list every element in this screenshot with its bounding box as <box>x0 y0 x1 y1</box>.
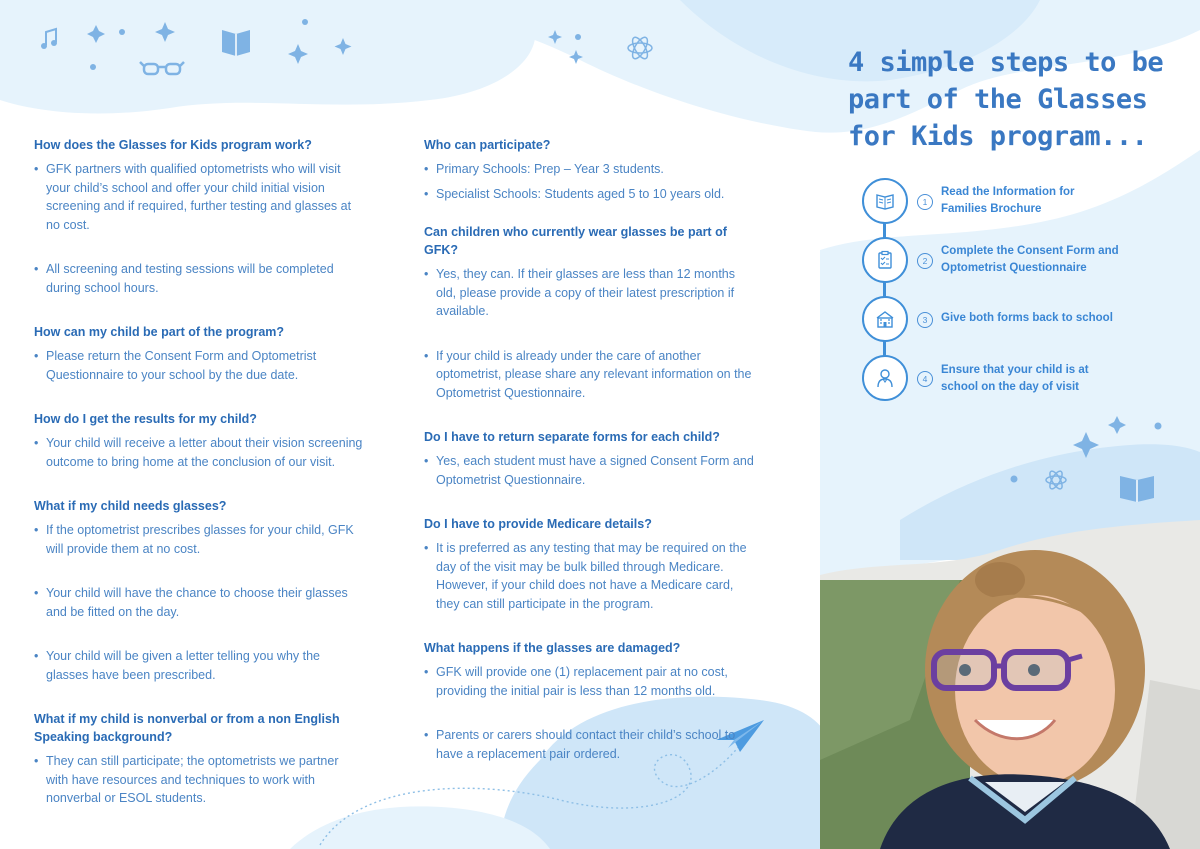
step-number: 2 <box>917 253 933 269</box>
faq-question: How do I get the results for my child? <box>34 412 257 426</box>
faq-answer: • Your child will receive a letter about their vision screening outcome to bring home at the conclusion of our visit. <box>34 434 364 471</box>
faq-question: Do I have to return separate forms for each child? <box>424 430 720 444</box>
faq-answer: • If your child is already under the care of another optometrist, please share any relevant information on the Optometrist Questionnaire. <box>424 347 754 403</box>
faq-question: How does the Glasses for Kids program work? <box>34 138 312 152</box>
faq-answer: • Specialist Schools: Students aged 5 to 10 years old. <box>424 185 754 204</box>
faq-section <box>34 136 364 297</box>
step-number: 4 <box>917 371 933 387</box>
step-text: Read the Information for Families Brochure <box>941 186 1075 215</box>
faq-answer: • It is preferred as any testing that may be required on the day of the visit may be bulk billed through Medicare. However, if your child does not have a Medicare card, they can still participate in the program. <box>424 539 754 613</box>
step-number: 3 <box>917 312 933 328</box>
step-text: Ensure that your child is at school on the day of visit <box>941 364 1089 393</box>
faq-question: Do I have to provide Medicare details? <box>424 517 652 531</box>
school-building-icon <box>862 296 908 342</box>
faq-answer: • Please return the Consent Form and Optometrist Questionnaire to your school by the due date. <box>34 347 364 384</box>
faq-answer: • GFK partners with qualified optometrists who will visit your child’s school and offer your child initial vision screening and if required, further testing and glasses at no cost. <box>34 160 364 234</box>
step-text: Complete the Consent Form and Optometrist Questionnaire <box>941 245 1119 274</box>
faq-section <box>424 223 754 402</box>
steps-title: 4 simple steps to be part of the Glasses for Kids program... <box>848 47 1164 152</box>
faq-section <box>424 515 754 613</box>
child-with-glasses-photo <box>820 520 1200 849</box>
faq-section <box>34 710 364 808</box>
faq-section <box>424 428 754 489</box>
faq-question: Can children who currently wear glasses be part of GFK? <box>424 225 727 257</box>
faq-section <box>34 497 364 684</box>
faq-answer: • Parents or carers should contact their child’s school to have a replacement pair ordered. <box>424 726 754 763</box>
faq-section <box>424 136 754 203</box>
faq-answer: • Yes, each student must have a signed Consent Form and Optometrist Questionnaire. <box>424 452 754 489</box>
faq-question: How can my child be part of the program? <box>34 325 285 339</box>
faq-question: What happens if the glasses are damaged? <box>424 641 681 655</box>
faq-section <box>424 639 754 763</box>
faq-question: Who can participate? <box>424 138 551 152</box>
brochure-book-icon <box>862 178 908 224</box>
faq-section <box>34 410 364 471</box>
child-student-icon <box>862 355 908 401</box>
faq-answer: • All screening and testing sessions will be completed during school hours. <box>34 260 364 297</box>
step-number: 1 <box>917 194 933 210</box>
faq-answer: • Yes, they can. If their glasses are less than 12 months old, please provide a copy of their latest prescription if available. <box>424 265 754 321</box>
middle-faq-column <box>424 136 754 763</box>
faq-question: What if my child is nonverbal or from a non English Speaking background? <box>34 712 340 744</box>
clipboard-form-icon <box>862 237 908 283</box>
steps-connector-line <box>883 200 886 378</box>
step-text: Give both forms back to school <box>941 312 1113 324</box>
faq-section <box>34 323 364 384</box>
left-faq-column <box>34 136 364 808</box>
faq-answer: • GFK will provide one (1) replacement pair at no cost, providing the initial pair is less than 12 months old. <box>424 663 754 700</box>
faq-answer: • Primary Schools: Prep – Year 3 students. <box>424 160 754 179</box>
faq-answer: • Your child will have the chance to choose their glasses and be fitted on the day. <box>34 584 364 621</box>
faq-answer: • If the optometrist prescribes glasses for your child, GFK will provide them at no cost. <box>34 521 364 558</box>
faq-answer: • Your child will be given a letter telling you why the glasses have been prescribed. <box>34 647 364 684</box>
faq-question: What if my child needs glasses? <box>34 499 227 513</box>
faq-answer: • They can still participate; the optometrists we partner with have resources and techniques to work with nonverbal or ESOL students. <box>34 752 364 808</box>
